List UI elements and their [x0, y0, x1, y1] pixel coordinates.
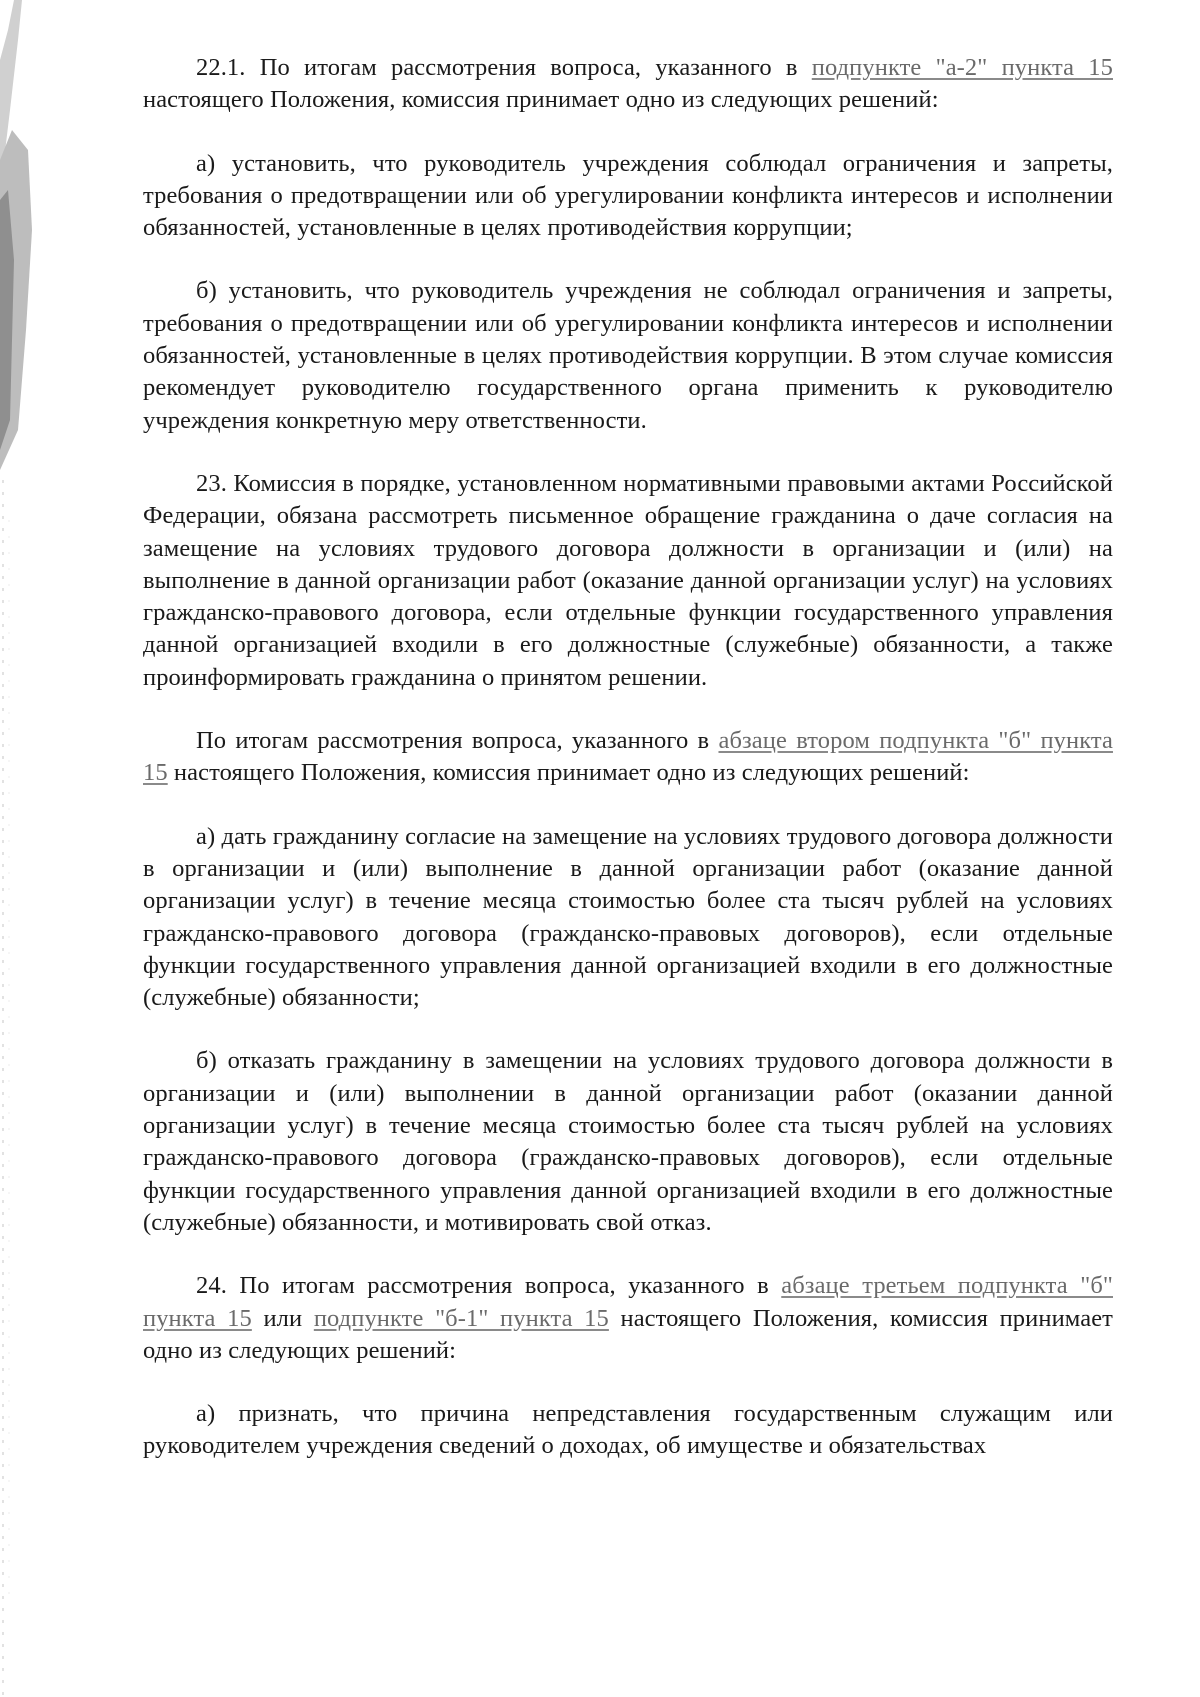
paragraph-text: По итогам рассмотрения вопроса, указанного в: [196, 727, 719, 755]
paragraph-p24-a: [143, 1398, 1113, 1463]
paragraph-p23-b: [143, 1045, 1113, 1239]
paragraph-text: а) признать, что причина непредставления государственным служащим или руководителем учреждения сведений о доходах, об имуществе и обязательствах: [143, 1400, 1113, 1460]
cross-reference-link[interactable]: абзаце третьем подпункта "б" пункта 15: [143, 1272, 1113, 1332]
paragraph-p23-2: [143, 725, 1113, 790]
paragraph-text: а) дать гражданину согласие на замещение на условиях трудового договора должности в организации и (или) выполнение в данной организации работ (оказание данной организации услуг) в течение месяца стоимостью более ста тысяч рублей на условиях гражданско-правового договора (гражданско-правовых договоров), если отдельные функции государственного управления данной организацией входили в его должностные (служебные) обязанности;: [143, 822, 1113, 1012]
paragraph-text: настоящего Положения, комиссия принимает одно из следующих решений:: [143, 86, 939, 114]
paragraph-p22-1-b: [143, 275, 1113, 436]
scan-edge-artifact: [0, 0, 60, 1697]
paragraph-text: 23. Комиссия в порядке, установленном нормативными правовыми актами Российской Федерации, обязана рассмотреть письменное обращение гражданина о даче согласия на замещение на условиях трудового договора должности в организации и (или) на выполнение в данной организации работ (оказание данной организации услуг) на условиях гражданско-правового договора, если отдельные функции государственного управления данной организацией входили в его должностные (служебные) обязанности, а также проинформировать гражданина о принятом решении.: [143, 469, 1113, 691]
paragraph-text: б) отказать гражданину в замещении на условиях трудового договора должности в организации и (или) выполнении в данной организации работ (оказании данной организации услуг) в течение месяца стоимостью более ста тысяч рублей на условиях гражданско-правового договора (гражданско-правовых договоров), если отдельные функции государственного управления данной организацией входили в его должностные (служебные) обязанности, и мотивировать свой отказ.: [143, 1047, 1113, 1236]
paragraph-text: 24. По итогам рассмотрения вопроса, указанного в: [196, 1272, 782, 1300]
cross-reference-link[interactable]: подпункте "б-1" пункта 15: [313, 1304, 609, 1332]
cross-reference-link[interactable]: подпункте "а-2" пункта 15: [811, 54, 1113, 81]
paragraph-p22-1: [143, 52, 1113, 117]
paragraph-text: или: [251, 1304, 314, 1332]
cross-reference-link[interactable]: абзаце втором подпункта "б" пункта 15: [143, 727, 1113, 787]
document-page: [143, 52, 1113, 1494]
paragraph-p23-a: [143, 821, 1113, 1015]
paragraph-p24: [143, 1270, 1113, 1367]
paragraph-text: а) установить, что руководитель учреждения соблюдал ограничения и запреты, требования о предотвращении или об урегулировании конфликта интересов и исполнении обязанностей, установленные в целях противодействия коррупции;: [143, 149, 1113, 242]
paragraph-text: 22.1. По итогам рассмотрения вопроса, указанного в: [196, 54, 812, 81]
paragraph-p23: [143, 468, 1113, 694]
paragraph-text: настоящего Положения, комиссия принимает одно из следующих решений:: [143, 1304, 1113, 1364]
paragraph-text: б) установить, что руководитель учреждения не соблюдал ограничения и запреты, требования о предотвращении или об урегулировании конфликта интересов и исполнении обязанностей, установленные в целях противодействия коррупции. В этом случае комиссия рекомендует руководителю государственного органа применить к руководителю учреждения конкретную меру ответственности.: [143, 277, 1113, 434]
paragraph-p22-1-a: [143, 148, 1113, 245]
paragraph-text: настоящего Положения, комиссия принимает одно из следующих решений:: [167, 759, 970, 787]
